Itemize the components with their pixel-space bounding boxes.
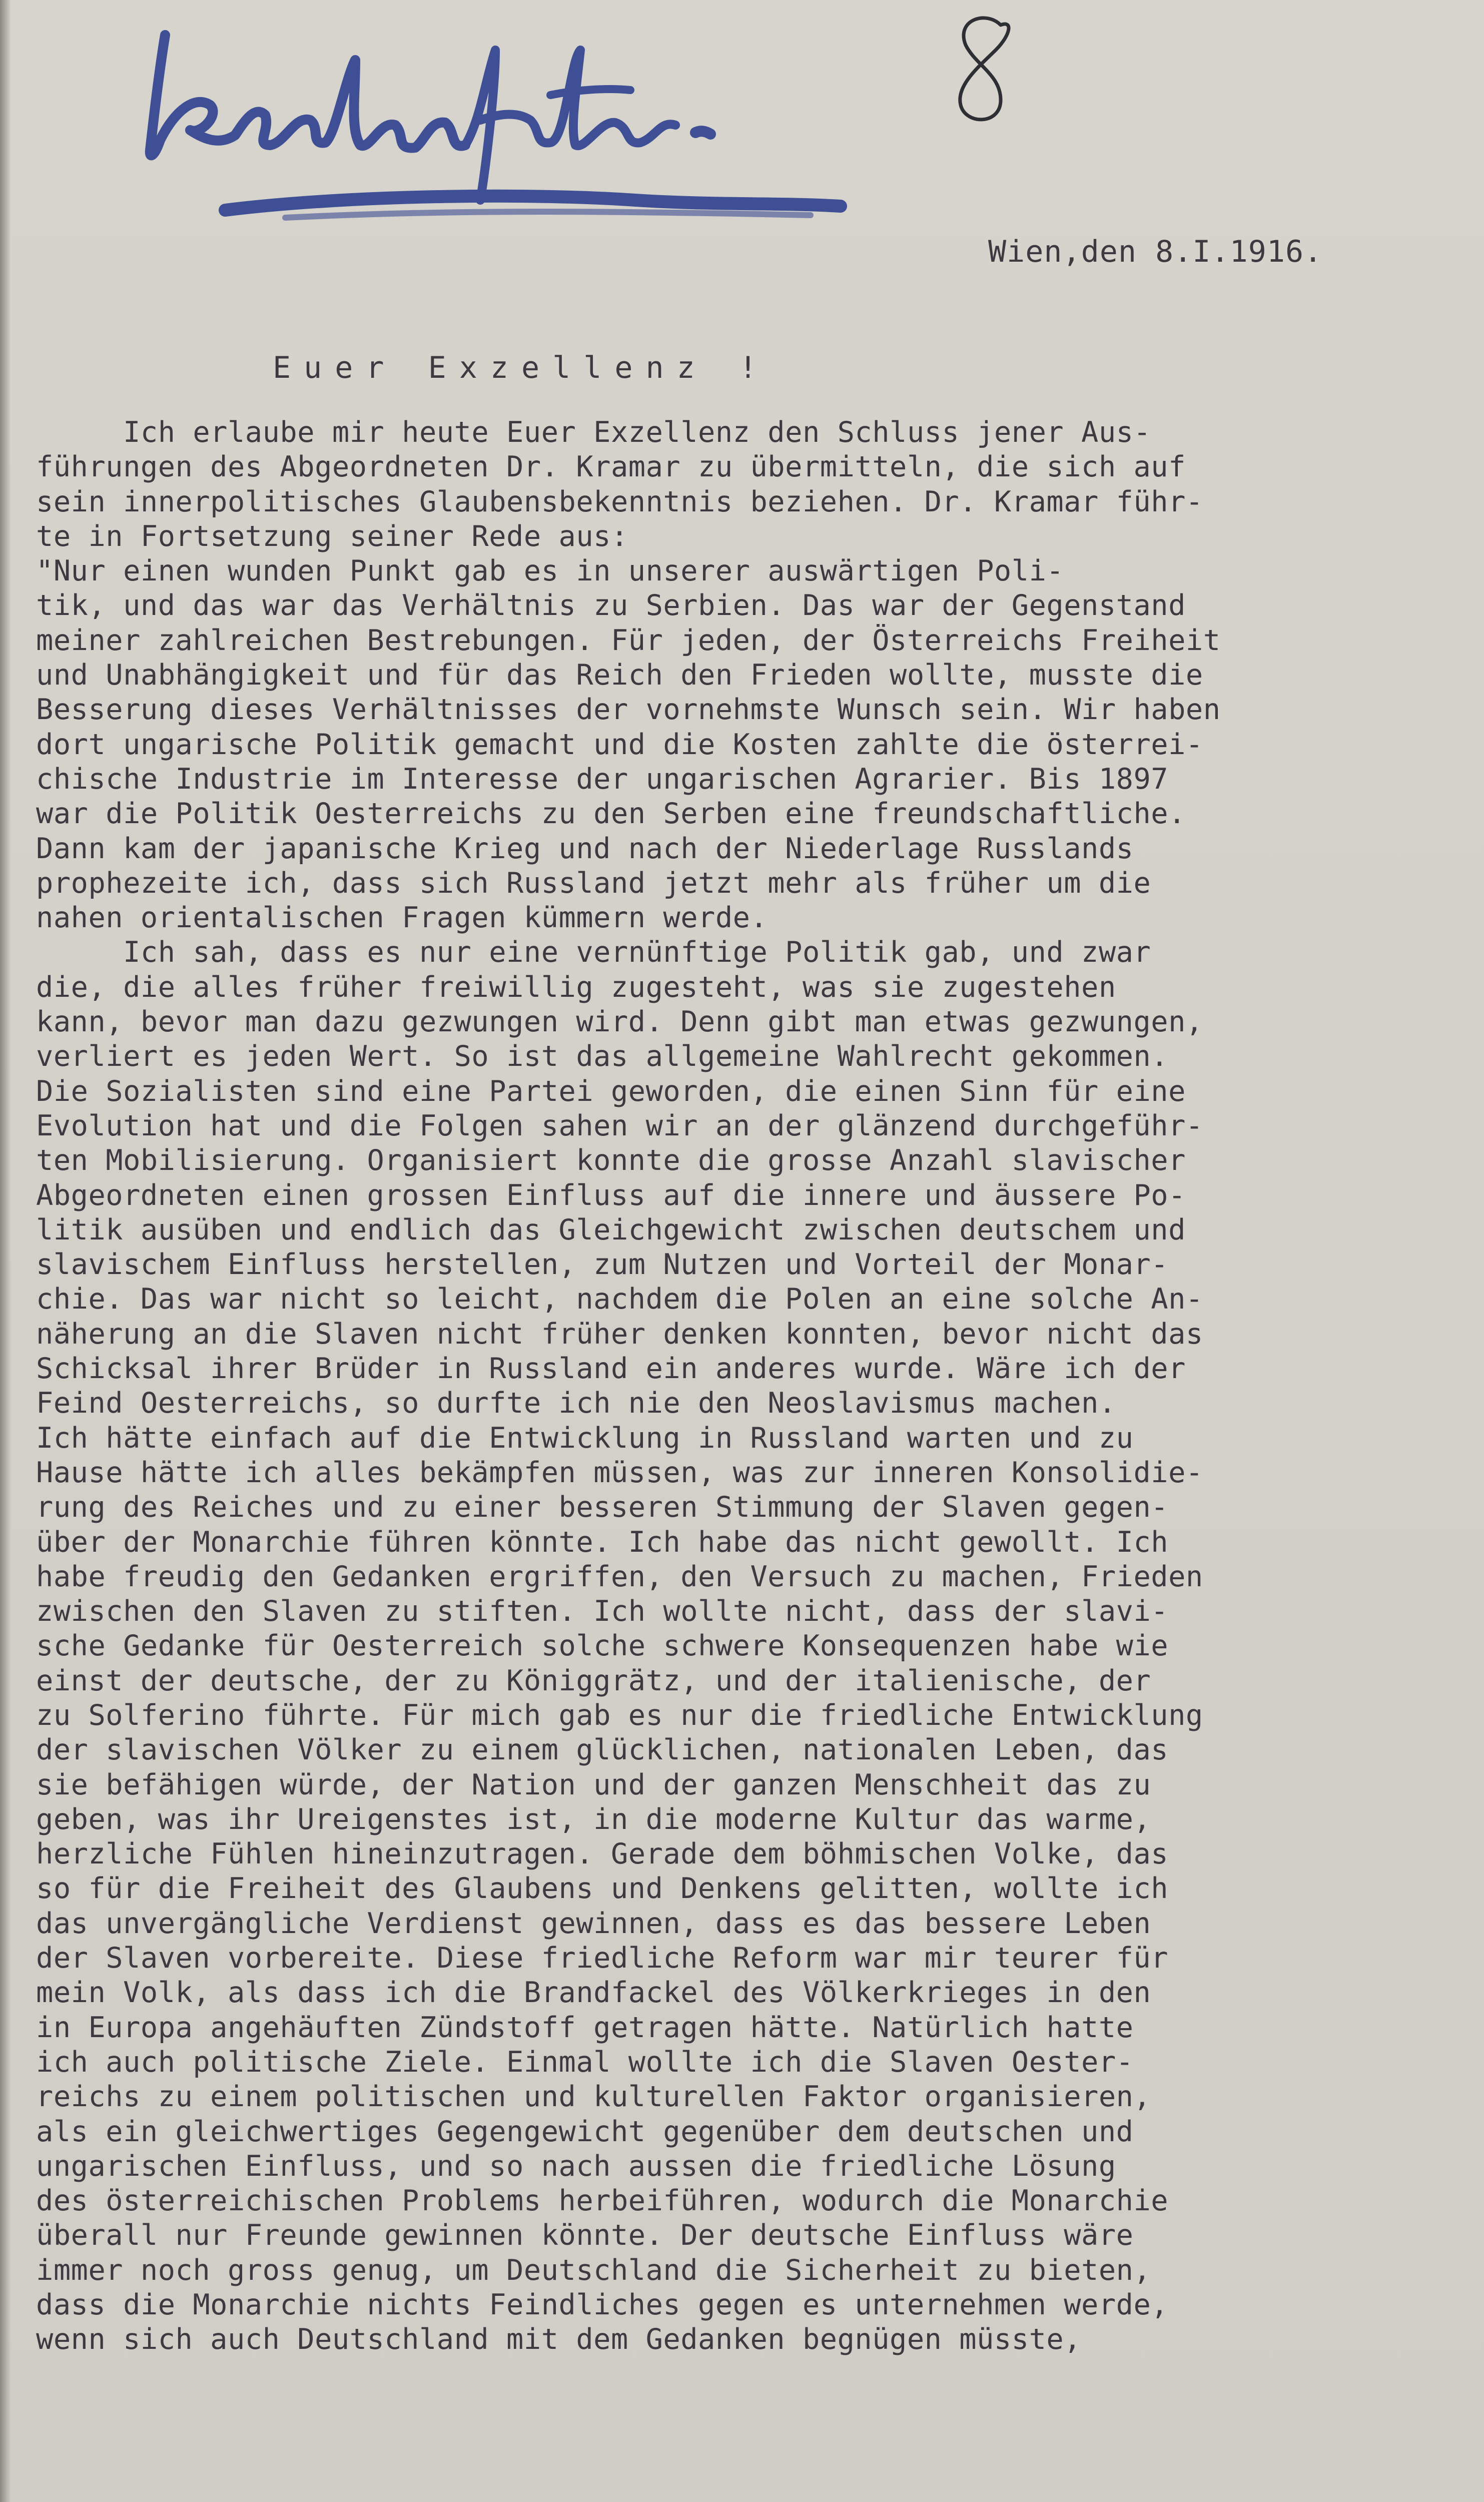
page-number-text: 8 bbox=[979, 76, 982, 82]
text-line: dass die Monarchie nichts Feindliches gegen es unternehmen werde, bbox=[36, 2288, 1169, 2322]
text-line: zu Solferino führte. Für mich gab es nur die friedliche Entwicklung bbox=[36, 1698, 1203, 1732]
text-line: dort ungarische Politik gemacht und die Kosten zahlte die österrei- bbox=[36, 728, 1203, 761]
text-line: über der Monarchie führen könnte. Ich habe das nicht gewollt. Ich bbox=[36, 1525, 1169, 1559]
text-line: mein Volk, als dass ich die Brandfackel des Völkerkrieges in den bbox=[36, 1976, 1151, 2010]
text-line: sche Gedanke für Oesterreich solche schwere Konsequenzen habe wie bbox=[36, 1629, 1169, 1663]
text-line: habe freudig den Gedanken ergriffen, den Versuch zu machen, Frieden bbox=[36, 1560, 1203, 1593]
handwritten-signature bbox=[135, 20, 876, 230]
text-line: immer noch gross genug, um Deutschland die Sicherheit zu bieten, bbox=[36, 2253, 1151, 2287]
text-line: chische Industrie im Interesse der ungarischen Agrarier. Bis 1897 bbox=[36, 762, 1169, 796]
text-line: te in Fortsetzung seiner Rede aus: bbox=[36, 519, 628, 553]
text-line: ten Mobilisierung. Organisiert konnte die grosse Anzahl slavischer bbox=[36, 1144, 1186, 1177]
text-line: sie befähigen würde, der Nation und der ganzen Menschheit das zu bbox=[36, 1768, 1151, 1801]
text-line: reichs zu einem politischen und kulturellen Faktor organisieren, bbox=[36, 2080, 1151, 2114]
text-line: der Slaven vorbereite. Diese friedliche Reform war mir teurer für bbox=[36, 1942, 1169, 1975]
text-line: so für die Freiheit des Glaubens und Denkens gelitten, wollte ich bbox=[36, 1872, 1169, 1906]
text-line: das unvergängliche Verdienst gewinnen, dass es das bessere Leben bbox=[36, 1907, 1151, 1940]
text-line: Ich sah, dass es nur eine vernünftige Politik gab, und zwar bbox=[36, 936, 1151, 969]
text-line: slavischem Einfluss herstellen, zum Nutzen und Vorteil der Monar- bbox=[36, 1248, 1169, 1282]
text-line: chie. Das war nicht so leicht, nachdem die Polen an eine solche An- bbox=[36, 1283, 1203, 1316]
text-line: Feind Oesterreichs, so durfte ich nie den Neoslavismus machen. bbox=[36, 1387, 1116, 1420]
text-line: litik ausüben und endlich das Gleichgewicht zwischen deutschem und bbox=[36, 1213, 1186, 1246]
text-line: Ich hätte einfach auf die Entwicklung in Russland warten und zu bbox=[36, 1421, 1134, 1455]
text-line: prophezeite ich, dass sich Russland jetzt mehr als früher um die bbox=[36, 866, 1151, 900]
text-line: verliert es jeden Wert. So ist das allgemeine Wahlrecht gekommen. bbox=[36, 1040, 1169, 1073]
text-line: Die Sozialisten sind eine Partei geworden, die einen Sinn für eine bbox=[36, 1074, 1186, 1108]
text-line: Ich erlaube mir heute Euer Exzellenz den Schluss jener Aus- bbox=[36, 416, 1151, 449]
binding-edge bbox=[0, 0, 11, 2502]
text-line: Schicksal ihrer Brüder in Russland ein anderes wurde. Wäre ich der bbox=[36, 1352, 1186, 1386]
text-line: Abgeordneten einen grossen Einfluss auf die innere und äussere Po- bbox=[36, 1178, 1186, 1212]
text-line: als ein gleichwertiges Gegengewicht gegenüber dem deutschen und bbox=[36, 2115, 1134, 2148]
text-line: überall nur Freunde gewinnen könnte. Der deutsche Einfluss wäre bbox=[36, 2219, 1134, 2252]
text-line: nahen orientalischen Fragen kümmern werde. bbox=[36, 901, 768, 935]
text-line: geben, was ihr Ureigenstes ist, in die moderne Kultur das warme, bbox=[36, 1802, 1151, 1836]
text-line: einst der deutsche, der zu Königgrätz, und der italienische, der bbox=[36, 1664, 1151, 1697]
text-line: Hause hätte ich alles bekämpfen müssen, was zur inneren Konsolidie- bbox=[36, 1456, 1203, 1489]
text-line: wenn sich auch Deutschland mit dem Gedanken begnügen müsste, bbox=[36, 2323, 1082, 2356]
text-line: der slavischen Völker zu einem glücklichen, nationalen Leben, das bbox=[36, 1733, 1169, 1767]
text-line: in Europa angehäuften Zündstoff getragen hätte. Natürlich hatte bbox=[36, 2011, 1134, 2044]
text-line: war die Politik Oesterreichs zu den Serben eine freundschaftliche. bbox=[36, 797, 1186, 831]
text-line: meiner zahlreichen Bestrebungen. Für jeden, der Österreichs Freiheit bbox=[36, 623, 1221, 657]
text-line: tik, und das war das Verhältnis zu Serbien. Das war der Gegenstand bbox=[36, 589, 1186, 622]
text-line: Besserung dieses Verhältnisses der vornehmste Wunsch sein. Wir haben bbox=[36, 693, 1221, 727]
text-line: des österreichischen Problems herbeiführen, wodurch die Monarchie bbox=[36, 2184, 1169, 2218]
text-line: rung des Reiches und zu einer besseren Stimmung der Slaven gegen- bbox=[36, 1491, 1169, 1524]
text-line: die, die alles früher freiwillig zugesteht, was sie zugestehen bbox=[36, 970, 1116, 1004]
text-line: Evolution hat und die Folgen sahen wir an der glänzend durchgeführ- bbox=[36, 1109, 1203, 1142]
dateline: Wien,den 8.I.1916. bbox=[988, 234, 1323, 269]
text-line: führungen des Abgeordneten Dr. Kramar zu übermitteln, die sich auf bbox=[36, 450, 1186, 484]
text-line: ungarischen Einfluss, und so nach aussen die friedliche Lösung bbox=[36, 2149, 1116, 2183]
handwritten-page-number bbox=[926, 5, 1036, 135]
text-line: näherung an die Slaven nicht früher denken konnten, bevor nicht das bbox=[36, 1317, 1203, 1351]
text-line: "Nur einen wunden Punkt gab es in unserer auswärtigen Poli- bbox=[36, 554, 1064, 588]
letter-body bbox=[36, 415, 1447, 2357]
text-line: herzliche Fühlen hineinzutragen. Gerade dem böhmischen Volke, das bbox=[36, 1837, 1169, 1871]
text-line: sein innerpolitisches Glaubensbekenntnis beziehen. Dr. Kramar führ- bbox=[36, 485, 1203, 518]
salutation: Euer Exzellenz ! bbox=[273, 350, 770, 385]
text-line: ich auch politische Ziele. Einmal wollte ich die Slaven Oester- bbox=[36, 2045, 1134, 2079]
text-line: zwischen den Slaven zu stiften. Ich wollte nicht, dass der slavi- bbox=[36, 1595, 1169, 1628]
text-line: kann, bevor man dazu gezwungen wird. Denn gibt man etwas gezwungen, bbox=[36, 1005, 1203, 1039]
text-line: und Unabhängigkeit und für das Reich den Frieden wollte, musste die bbox=[36, 659, 1203, 692]
text-line: Dann kam der japanische Krieg und nach der Niederlage Russlands bbox=[36, 832, 1134, 865]
